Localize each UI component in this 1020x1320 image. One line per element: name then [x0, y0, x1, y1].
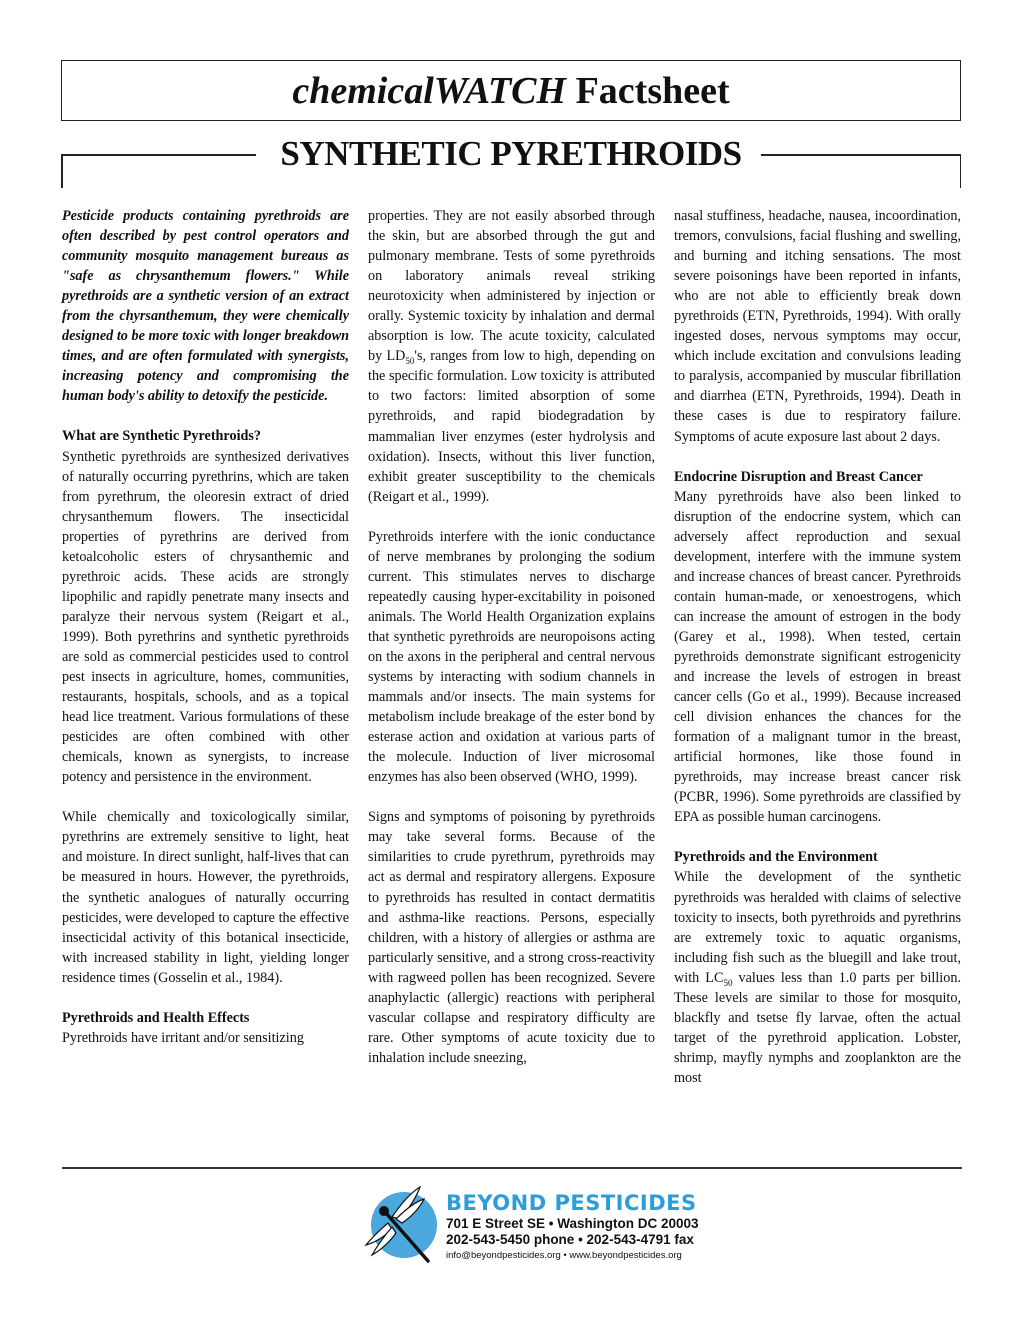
subscript: 50 — [405, 356, 415, 367]
column-1 — [62, 206, 349, 1048]
paragraph: Many pyrethroids have also been linked to disruption of the endocrine system, which can adversely affect reproduction and sexual development, interfere with the immune system and increase chances of breast cancer. Pyrethroids contain human-made, or xenoestrogens, which can increase the amount of estrogen in the body (Garey et al., 1998). When tested, certain pyrethroids demonstrate significant estrogenicity and increase the levels of estrogen in breast cancer cells (Go et al., 1999). Because increased cell division enhances the chances for the formation of a malignant tumor in the breast, artificial hormones, like those found in pyrethroids, may increase breast cancer risk (PCBR, 1996). Some pyrethroids are classified by EPA as possible human carcinogens. — [674, 488, 961, 826]
dragonfly-icon — [362, 1185, 442, 1265]
section-heading: What are Synthetic Pyrethroids? — [62, 428, 262, 445]
section-heading: Pyrethroids and the Environment — [674, 849, 878, 866]
text-run: properties. They are not easily absorbed through the skin, but are absorbed through the gut and pulmonary membrane. Tests of some pyrethroids on laboratory animals reveal striking neurotoxicity when administered by injection or orally. Systemic toxicity by inhalation and dermal absorption is low. The acute toxicity, calculated by LD — [368, 208, 655, 365]
paragraph: While chemically and toxicologically similar, pyrethrins are extremely sensitive to light, heat and moisture. In direct sunlight, half-lives that can be measured in hours. However, the pyrethroids, the synthetic analogues of naturally occurring pesticides, were developed to capture the effective insecticidal activity of this botanical insecticide, with increased stability in light, yielding longer residence times (Gosselin et al., 1984). — [62, 809, 349, 986]
org-name: BEYOND PESTICIDES — [446, 1191, 697, 1215]
footer-divider — [62, 1167, 962, 1169]
paragraph — [368, 206, 655, 507]
text-run: values less than 1.0 parts per billion. These levels are similar to those for mosquito, blackfly and tsetse fly larvae, often the actual target of the pyrethroid application. Lobster, shrimp, mayfly nymphs and zooplankton are the most — [674, 969, 961, 1086]
lead-paragraph: Pesticide products containing pyrethroids are often described by pest control operators and community mosquito management bureaus as "safe as chrysanthemum flowers." While pyrethroids are a synthetic version of an extract from the chyrsanthemum, they were chemically designed to be more toxic with longer breakdown times, and are often formulated with synergists, increasing potency and compromising the human body's ability to detoxify the pesticide. — [62, 208, 349, 405]
paragraph: nasal stuffiness, headache, nausea, incoordination, tremors, convulsions, facial flushing and swelling, and burning and itching sensations. The most severe poisonings have been reported in infants, who are not able to efficiently break down pyrethroids (ETN, Pyrethroids, 1994). With orally ingested doses, nervous symptoms may occur, which include excitation and convulsions leading to paralysis, accompanied by muscular fibrillation and diarrhea (ETN, Pyrethroids, 1994). Death in these cases is due to respiratory failure. Symptoms of acute exposure last about 2 days. — [674, 208, 961, 445]
column-3 — [674, 206, 961, 1088]
section-heading: Pyrethroids and Health Effects — [62, 1009, 250, 1026]
page-subtitle: SYNTHETIC PYRETHROIDS — [280, 134, 742, 173]
column-2 — [368, 206, 655, 1068]
text-run: While the development of the synthetic pyrethroids was heralded with claims of selective toxicity to insects, both pyrethroids and pyrethrins are extremely toxic to aquatic organisms, including fish such as the bluegill and lake trout, with LC — [674, 869, 961, 986]
paragraph — [674, 867, 961, 1088]
org-web-link[interactable]: info@beyondpesticides.org • www.beyondpesticides.org — [446, 1250, 682, 1261]
paragraph: Synthetic pyrethroids are synthesized derivatives of naturally occurring pyrethrins, which are taken from pyrethrum, the oleoresin extract of dried chrysanthemum flowers. The insecticidal properties of pyrethrins are derived from ketoalcoholic esters of chrysanthemic and pyrethroic acids. These acids are strongly lipophilic and rapidly penetrate many insects and paralyze their nervous system (Reigart et al., 1999). Both pyrethrins and synthetic pyrethroids are sold as commercial pesticides used to control pest insects in agriculture, homes, communities, restaurants, hospitals, schools, and as a topical head lice treatment. Various formulations of these pesticides are often combined with other chemicals, known as synergists, to increase potency and persistence in the environment. — [62, 448, 349, 786]
page-title — [62, 67, 960, 115]
title-suffix: Factsheet — [566, 70, 730, 112]
subscript: 50 — [723, 977, 733, 988]
title-brand: chemicalWATCH — [292, 70, 567, 112]
subtitle-banner — [61, 134, 961, 190]
org-phone: 202-543-5450 phone • 202-543-4791 fax — [446, 1232, 694, 1247]
paragraph: Pyrethroids interfere with the ionic conductance of nerve membranes by prolonging the sodium current. This stimulates nerves to discharge repeatedly causing hyper-excitability in poisoned animals. The World Health Organization explains that synthetic pyrethroids are neuropoisons acting on the axons in the peripheral and central nervous systems by interacting with sodium channels in mammals and/or insects. The main systems for metabolism include breakage of the ester bond by esterase action and oxidation at various parts of the molecule. Induction of liver microsomal enzymes has also been observed (WHO, 1999). — [368, 528, 655, 786]
text-run: 's, ranges from low to high, depending on the specific formulation. Low toxicity is attributed to two factors: limited absorption of some pyrethroids, and rapid biodegradation by mammalian liver enzymes (ester hydrolysis and oxidation). Insects, without this liver function, exhibit greater susceptibility to the chemicals (Reigart et al., 1999). — [368, 348, 655, 505]
title-box — [61, 60, 961, 121]
paragraph: Pyrethroids have irritant and/or sensitizing — [62, 1029, 304, 1046]
paragraph: Signs and symptoms of poisoning by pyrethroids may take several forms. Because of the similarities to crude pyrethrum, pyrethroids may act as dermal and respiratory allergens. Exposure to pyrethroids has resulted in contact dermatitis and asthma-like reactions. Persons, especially children, with a history of allergies or asthma are particularly sensitive, and a strong cross-reactivity with ragweed pollen has been recognized. Severe anaphylactic (allergic) reactions with peripheral vascular collapse and respiratory difficulty are rare. Other symptoms of acute toxicity due to inhalation include sneezing, — [368, 809, 655, 1066]
section-heading: Endocrine Disruption and Breast Cancer — [674, 468, 923, 485]
org-address: 701 E Street SE • Washington DC 20003 — [446, 1216, 699, 1231]
